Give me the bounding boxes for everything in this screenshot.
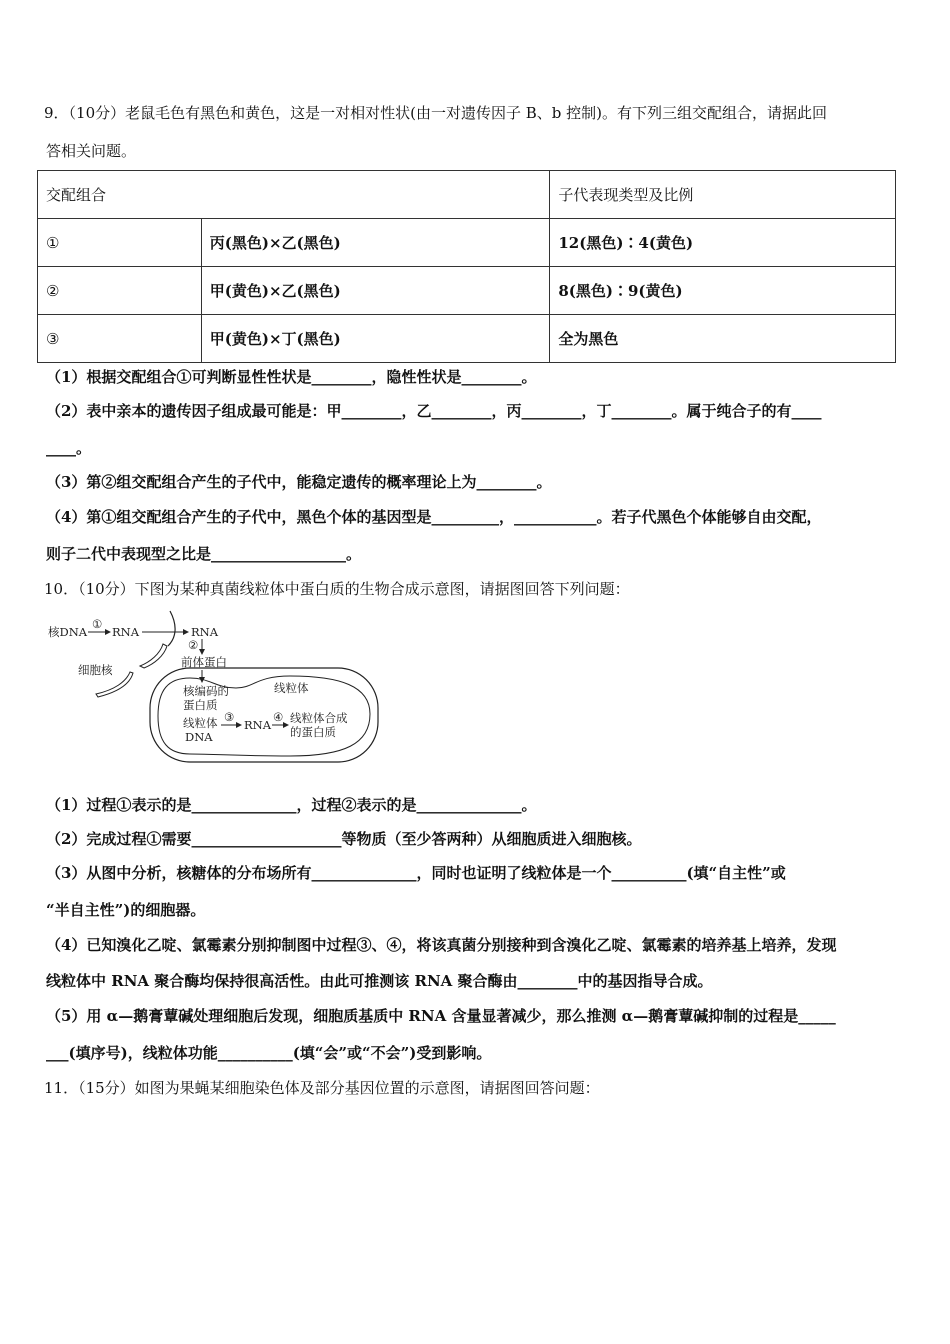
q10-sub4-line2: 线粒体中 RNA 聚合酶均保持很高活性。由此可推测该 RNA 聚合酶由________中的基因指导合成。	[46, 972, 713, 990]
q9-intro-line1: 9．（10分）老鼠毛色有黑色和黄色，这是一对相对性状(由一对遗传因子 B、b 控制)。有下列三组交配组合，请据此回	[44, 104, 828, 122]
label-precursor-protein: 前体蛋白	[181, 655, 227, 669]
label-step2: ②	[188, 638, 199, 652]
label-step4: ④	[273, 710, 284, 724]
label-rna-2: RNA	[191, 625, 219, 639]
q9-sub2-line1: （2）表中亲本的遗传因子组成最可能是：甲________，乙________，丙________，丁________。属于纯合子的有____	[46, 402, 822, 420]
row-cross: 甲(黄色)×乙(黑色)	[201, 267, 550, 315]
label-nuclear-encoded-1: 核编码的	[183, 684, 229, 698]
nuclear-envelope-fragment	[168, 611, 175, 646]
label-mt-dna-2: DNA	[185, 730, 213, 744]
table-header-row	[38, 171, 896, 219]
q10-sub3-line1: （3）从图中分析，核糖体的分布场所有______________，同时也证明了线粒体是一个__________(填“自主性”或	[46, 864, 786, 882]
row-cross: 甲(黄色)×丁(黑色)	[201, 315, 550, 363]
row-cross: 丙(黑色)×乙(黑色)	[201, 219, 550, 267]
label-mt-dna-1: 线粒体	[183, 716, 218, 730]
label-nuclear-encoded-2: 蛋白质	[183, 698, 218, 712]
q9-sub1: （1）根据交配组合①可判断显性性状是________，隐性性状是________。	[46, 368, 537, 386]
q9-cross-table	[37, 170, 896, 363]
row-result: 全为黑色	[550, 315, 896, 363]
q9-sub2-line2: ____。	[46, 439, 92, 457]
header-result: 子代表现类型及比例	[550, 171, 896, 219]
label-nuclear-dna: 核DNA	[48, 625, 88, 639]
nuclear-envelope-fragment	[140, 644, 167, 668]
q11-intro: 11．（15分）如图为果蝇某细胞染色体及部分基因位置的示意图，请据图回答问题：	[44, 1079, 600, 1097]
label-rna-1: RNA	[112, 625, 140, 639]
label-mt-protein-1: 线粒体合成	[290, 711, 348, 725]
q10-sub5-line1: （5）用 α—鹅膏蕈碱处理细胞后发现，细胞质基质中 RNA 含量显著减少，那么推测 α—鹅膏蕈碱抑制的过程是_____	[46, 1007, 836, 1025]
header-cross: 交配组合	[38, 171, 550, 219]
q10-sub2: （2）完成过程①需要____________________等物质（至少答两种）从细胞质进入细胞核。	[46, 830, 642, 848]
q10-sub3-line2: “半自主性”)的细胞器。	[46, 901, 206, 919]
row-number: ②	[38, 267, 202, 315]
mitochondrial-protein-synthesis-diagram	[40, 606, 380, 766]
q10-sub1: （1）过程①表示的是______________，过程②表示的是______________。	[46, 796, 537, 814]
table-row	[38, 315, 896, 363]
q9-sub3: （3）第②组交配组合产生的子代中，能稳定遗传的概率理论上为________。	[46, 473, 552, 491]
q9-intro-line2: 答相关问题。	[46, 142, 137, 160]
label-nucleus: 细胞核	[78, 663, 113, 677]
row-number: ①	[38, 219, 202, 267]
row-result: 8(黑色)∶9(黄色)	[550, 267, 896, 315]
row-number: ③	[38, 315, 202, 363]
q10-sub5-line2: ___(填序号)，线粒体功能__________(填“会”或“不会”)受到影响。	[46, 1044, 492, 1062]
label-mitochondrion: 线粒体	[274, 681, 309, 695]
q9-sub4-line2: 则子二代中表现型之比是__________________。	[46, 545, 362, 563]
q10-sub4-line1: （4）已知溴化乙啶、氯霉素分别抑制图中过程③、④，将该真菌分别接种到含溴化乙啶、氯霉素的培养基上培养，发现	[46, 936, 837, 954]
label-rna-3: RNA	[244, 718, 272, 732]
table-row	[38, 267, 896, 315]
table-row	[38, 219, 896, 267]
q10-intro: 10．（10分）下图为某种真菌线粒体中蛋白质的生物合成示意图，请据图回答下列问题：	[44, 580, 630, 598]
label-mt-protein-2: 的蛋白质	[290, 725, 336, 739]
row-result: 12(黑色)∶4(黄色)	[550, 219, 896, 267]
label-step3: ③	[224, 710, 235, 724]
label-step1: ①	[92, 617, 103, 631]
q9-sub4-line1: （4）第①组交配组合产生的子代中，黑色个体的基因型是_________，___________。若子代黑色个体能够自由交配，	[46, 508, 822, 526]
